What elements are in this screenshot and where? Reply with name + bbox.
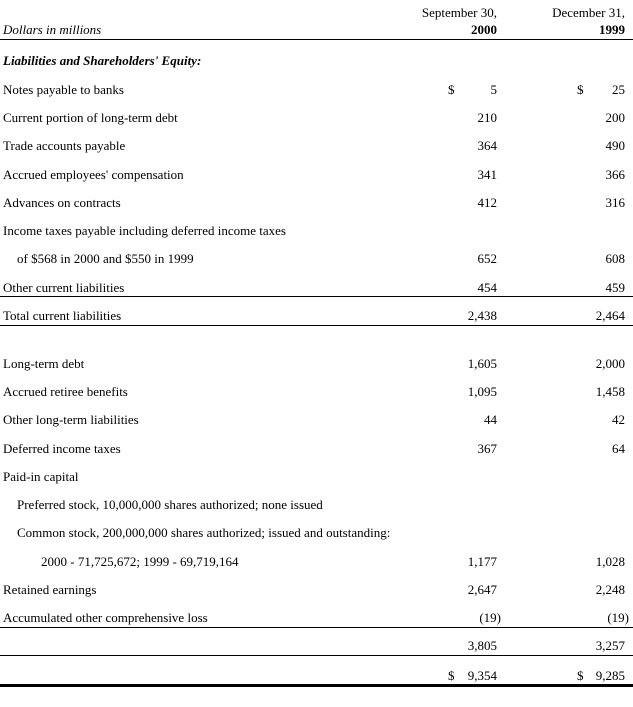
value-2000: 44 [484,412,497,427]
total-double-rule [0,684,633,687]
row-label: Deferred income taxes [3,441,121,456]
units-label: Dollars in millions [3,22,102,37]
column-header-year: 1999 [599,22,625,37]
table-row-accrued-compensation [0,165,633,185]
row-label: Advances on contracts [3,195,121,210]
subtotal-divider [0,655,633,656]
value-2000: 3,805 [467,638,497,653]
value-1999: 459 [605,280,625,295]
value-1999: 316 [605,195,625,210]
row-label: Paid-in capital [3,469,79,484]
dollar-sign: $ [448,82,455,97]
row-label: Retained earnings [3,582,97,597]
row-label: Accrued retiree benefits [3,384,128,399]
value-1999: 42 [612,412,625,427]
table-row-grand-total [0,666,633,686]
value-1999: 3,257 [595,638,625,653]
table-row-trade-accounts-payable [0,136,633,156]
row-label: Accumulated other comprehensive loss [3,610,208,625]
table-row-current-portion-debt [0,108,633,128]
column-header-date: September 30, [421,5,497,20]
subtotal-divider [0,296,633,297]
table-row-preferred-stock [0,495,633,515]
value-1999: 2,248 [595,582,625,597]
row-label: Long-term debt [3,356,85,371]
dollar-sign: $ [577,668,584,683]
table-row-total-current-liabilities [0,306,633,326]
column-header-december-1999 [515,4,625,38]
header-divider [0,39,633,40]
column-header-date: December 31, [552,5,625,20]
table-row-accrued-retiree-benefits [0,382,633,402]
value-1999: 2,464 [595,308,625,323]
value-2000: 412 [477,195,497,210]
table-row-notes-payable [0,80,633,100]
row-label: Common stock, 200,000,000 shares authorized; issued and outstanding: [17,525,391,540]
row-label: Notes payable to banks [3,82,124,97]
table-row-income-taxes-payable [0,221,633,241]
row-label: Income taxes payable including deferred income taxes [3,223,286,238]
table-row-accumulated-oci-loss [0,608,633,628]
row-label: Other current liabilities [3,280,125,295]
table-row-shares-outstanding [0,552,633,572]
row-label: of $568 in 2000 and $550 in 1999 [17,251,194,266]
value-1999: (19) [607,610,629,625]
table-row-common-stock [0,523,633,543]
value-1999: 2,000 [595,356,625,371]
value-1999: 25 [612,82,625,97]
table-row-paid-in-capital [0,467,633,487]
value-2000: 1,177 [467,554,497,569]
dollar-sign: $ [448,668,455,683]
row-label: Other long-term liabilities [3,412,139,427]
value-1999: 366 [605,167,625,182]
value-2000: (19) [479,610,501,625]
row-label: Accrued employees' compensation [3,167,184,182]
row-label: Current portion of long-term debt [3,110,178,125]
column-header-year: 2000 [471,22,497,37]
value-2000: 2,647 [467,582,497,597]
value-2000: 341 [477,167,497,182]
table-row-other-long-term-liabilities [0,410,633,430]
value-2000: 2,438 [467,308,497,323]
table-row-deferred-income-taxes [0,439,633,459]
row-label: 2000 - 71,725,672; 1999 - 69,719,164 [41,554,239,569]
value-1999: 64 [612,441,625,456]
value-2000: 1,605 [467,356,497,371]
value-1999: 200 [605,110,625,125]
table-row-other-current-liabilities [0,278,633,298]
subtotal-divider [0,325,633,326]
value-1999: 9,285 [595,668,625,683]
value-1999: 1,458 [595,384,625,399]
value-2000: 5 [490,82,497,97]
value-2000: 364 [477,138,497,153]
value-2000: 454 [477,280,497,295]
row-label: Preferred stock, 10,000,000 shares authorized; none issued [17,497,323,512]
value-2000: 652 [477,251,497,266]
value-2000: 210 [477,110,497,125]
column-header-september-2000 [387,4,497,38]
section-title: Liabilities and Shareholders' Equity: [3,53,202,68]
dollar-sign: $ [577,82,584,97]
subtotal-divider [0,627,633,628]
value-1999: 1,028 [595,554,625,569]
table-row-equity-subtotal [0,636,633,656]
value-1999: 490 [605,138,625,153]
row-label: Trade accounts payable [3,138,126,153]
row-label: Total current liabilities [3,308,122,323]
table-row-income-taxes-deferred [0,249,633,269]
table-row-retained-earnings [0,580,633,600]
table-row-long-term-debt [0,354,633,374]
value-1999: 608 [605,251,625,266]
value-2000: 1,095 [467,384,497,399]
table-row-advances-on-contracts [0,193,633,213]
value-2000: 9,354 [467,668,497,683]
value-2000: 367 [477,441,497,456]
